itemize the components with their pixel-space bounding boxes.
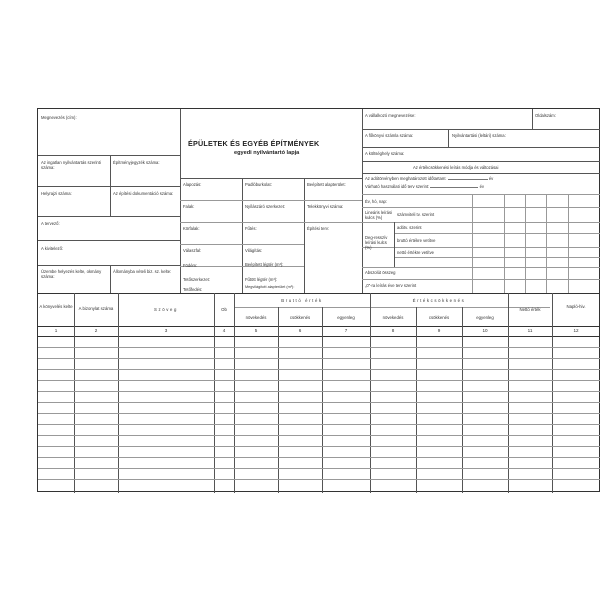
col-header-net-value: Nettó érték <box>519 307 541 312</box>
absolute-amount-label: Abszolút összeg <box>365 270 396 275</box>
inventory-number-label: Nyilvántartási (leltári) száma: <box>452 133 506 138</box>
col-number: 11 <box>527 328 533 333</box>
foundation-label: Alapozás: <box>183 182 202 187</box>
record-form <box>37 108 600 492</box>
col-header-gross-decrease: csökkenés <box>289 315 311 320</box>
net-basis-label: nettó értékre vetítve <box>397 250 435 255</box>
linear-rate-label: Lineáris leírási kulcs (%) <box>365 210 392 220</box>
depreciation-method-label: Az értékcsökkenési leírás módja és változásai <box>413 165 499 170</box>
page-number-label: Oldalszám: <box>535 113 556 118</box>
col-header-gross-increase: növekedés <box>245 315 267 320</box>
land-registry-label: Telekkönyvi száma: <box>307 204 344 209</box>
col-number: 5 <box>254 328 258 333</box>
lit-area-label: Megvilágított alapterület (m²): <box>245 285 295 289</box>
partition-label: Válaszfal: <box>183 248 202 253</box>
walls-label: Falak: <box>183 204 195 209</box>
table-row <box>38 435 600 436</box>
ledger-account-label: A főkönyvi számla száma: <box>365 133 414 138</box>
roof-structure-label: Tetőszerkezet: <box>183 277 210 282</box>
table-row <box>38 391 600 392</box>
col-number: 2 <box>94 328 98 333</box>
useful-life-label: Várható használati idő terv szerint: év <box>365 184 485 189</box>
inventory-entry-label: Állományba vételi biz. sz. kelte: <box>113 269 172 274</box>
table-row <box>38 369 600 370</box>
cost-center-label: A költséghely száma: <box>365 151 405 156</box>
col-number: 10 <box>482 328 488 333</box>
col-number: 6 <box>298 328 302 333</box>
table-row <box>38 347 600 348</box>
col-header-journal-ref: Napló-hiv. <box>566 304 586 309</box>
col-number: 4 <box>222 328 226 333</box>
col-number: 12 <box>573 328 579 333</box>
property-register-label: Az ingatlan nyilvántartás szerinti száma: <box>41 160 101 170</box>
zero-writeoff-label: „0”-ra leírás éve terv szerint <box>365 283 417 288</box>
building-plan-label: Építési terv: <box>307 226 330 231</box>
col-number: 8 <box>391 328 395 333</box>
degressive-rate-label: Deg-resszív leírási kulcs (%) <box>365 235 388 250</box>
col-header-dep-decrease: csökkenés <box>428 315 450 320</box>
table-row <box>38 446 600 447</box>
flooring-label: Padlóburkolat: <box>245 182 272 187</box>
heated-volume-label: Fűtött légtér (m³): <box>245 277 278 282</box>
heating-label: Fűtés: <box>245 226 257 231</box>
table-row <box>38 413 600 414</box>
contractor-name-label: A vállalkozó megnevezése: <box>365 113 416 118</box>
construction-doc-label: Az építési dokumentáció száma: <box>113 191 174 196</box>
table-row <box>38 358 600 359</box>
col-header-dep-increase: növekedés <box>382 315 404 320</box>
col-header-dep-balance: egyenleg <box>476 315 494 320</box>
building-register-label: Építményjegyzék száma: <box>113 160 160 165</box>
form-title: ÉPÜLETEK ÉS EGYÉB ÉPÍTMÉNYEK <box>188 139 320 148</box>
date-label: Év, hó, nap: <box>365 199 388 204</box>
contractor-label: A kivitelező: <box>41 246 64 251</box>
outer-walls-label: Körfalak: <box>183 226 200 231</box>
accounting-act-label: számviteli tv. szerint <box>397 212 435 217</box>
openings-label: Nyílászáró szerkezet: <box>245 204 286 209</box>
tax-act-label: adótv. szerint <box>397 225 422 230</box>
table-row <box>38 402 600 403</box>
col-number: 1 <box>54 328 58 333</box>
slab-label: Födém: <box>183 263 198 268</box>
tax-period-label: Az adótörvényben meghatározott időtartam: év <box>365 176 494 181</box>
lighting-label: Világítás: <box>245 248 263 253</box>
table-row <box>38 479 600 480</box>
built-area-label: Beépített alapterület: <box>307 182 346 187</box>
parcel-number-label: Helyrajzi száma: <box>41 191 72 196</box>
col-header-ob: Ob <box>221 307 227 312</box>
name-address-label: Megnevezés (cím): <box>41 115 77 120</box>
col-number: 9 <box>437 328 441 333</box>
form-subtitle: egyedi nyilvántartó lapja <box>234 150 300 156</box>
col-header-depreciation: Értékcsökkenés <box>412 298 466 303</box>
commissioning-label: Üzembe helyezés kelte, okmány száma: <box>41 269 102 279</box>
roofing-label: Tetőfedés: <box>183 287 203 292</box>
col-header-text: Szöveg <box>154 307 178 312</box>
col-header-gross-value: Bruttó érték <box>281 298 323 303</box>
built-volume-label: Beépített légtér (m³): <box>245 262 284 267</box>
table-row <box>38 468 600 469</box>
col-header-posting-date: A könyvelés kelte <box>39 304 73 309</box>
col-number: 7 <box>344 328 348 333</box>
col-number: 3 <box>164 328 168 333</box>
table-row <box>38 380 600 381</box>
col-header-voucher: A bizonylat száma <box>78 306 114 311</box>
table-row <box>38 424 600 425</box>
designer-label: A tervező: <box>41 221 60 226</box>
table-row <box>38 457 600 458</box>
header-section-bottom-border <box>38 293 600 294</box>
gross-basis-label: bruttó értékre vetítve <box>397 238 436 243</box>
col-header-gross-balance: egyenleg <box>337 315 355 320</box>
middle-column-divider <box>362 109 363 293</box>
